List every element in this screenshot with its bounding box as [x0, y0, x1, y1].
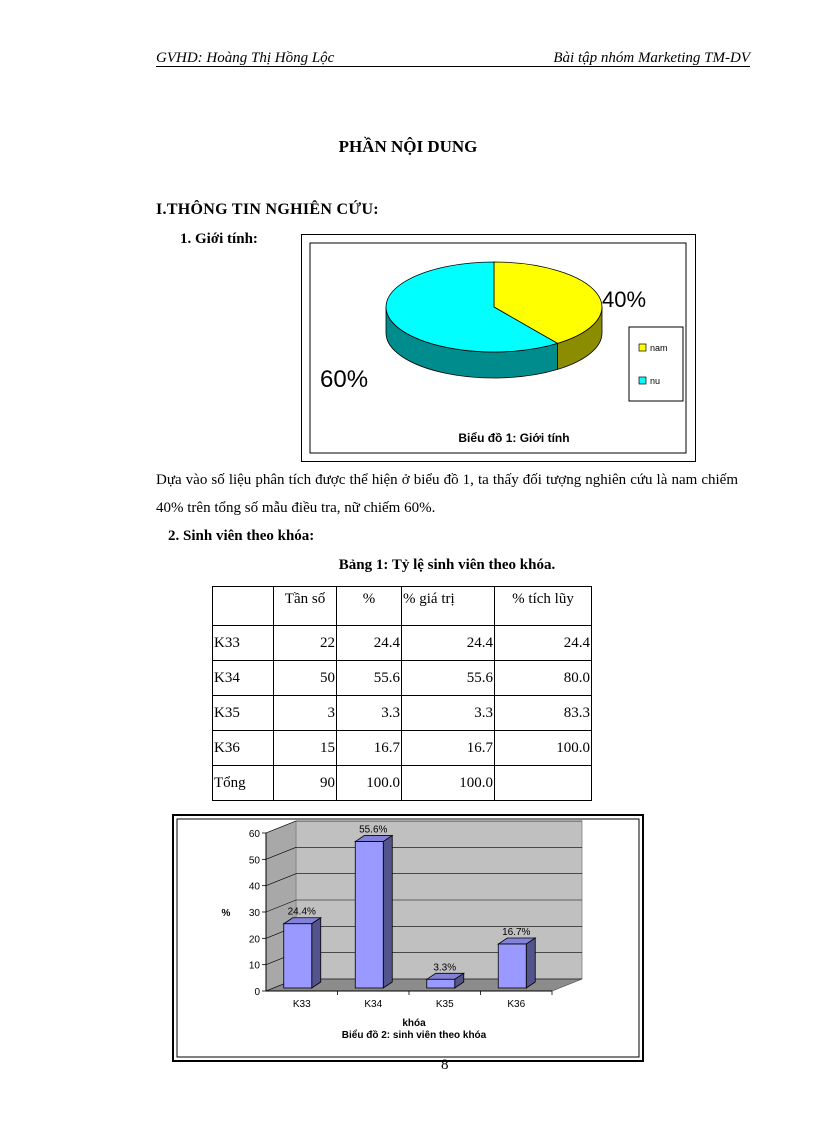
table-header-cell: % giá trị	[402, 587, 495, 626]
table-cell: K33	[213, 626, 274, 661]
pie-chart	[302, 235, 695, 461]
bar-K35	[427, 979, 455, 988]
table-cell: 16.7	[402, 731, 495, 766]
table-cell: 50	[274, 661, 337, 696]
bar-category-label: K35	[435, 999, 454, 1010]
course-table	[212, 586, 592, 801]
table-cell: Tổng	[213, 766, 274, 801]
table-cell: 24.4	[495, 626, 592, 661]
analysis-paragraph: Dựa vào số liệu phân tích được thể hiện ở biểu đồ 1, ta thấy đối tượng nghiên cứu là nam chiếm 40% trên tổng số mẫu điều tra, nữ chiếm 60%.	[156, 472, 738, 516]
page-number: 8	[441, 1057, 449, 1073]
bar-side-K34	[383, 836, 392, 988]
table-cell	[495, 766, 592, 801]
table-cell: 24.4	[402, 626, 495, 661]
bar-y-tick-label: 60	[248, 829, 260, 840]
pie-label-nu: 60%	[320, 366, 369, 393]
table-cell: 100.0	[495, 731, 592, 766]
bar-K33	[284, 924, 312, 988]
bar-x-axis-label: khóa	[402, 1018, 426, 1029]
bar-side-K33	[312, 918, 321, 988]
bar-K34	[355, 842, 383, 988]
table-header-cell: Tần số	[274, 587, 337, 626]
table-caption: Bảng 1: Tỷ lệ sinh viên theo khóa.	[338, 557, 556, 573]
bar-chart	[174, 816, 642, 1060]
bar-y-tick-label: 50	[248, 855, 260, 867]
table-cell: 80.0	[495, 661, 592, 696]
table-cell: 55.6	[337, 661, 402, 696]
table-header-cell	[213, 587, 274, 626]
table-cell: 3.3	[402, 696, 495, 731]
bar-category-label: K34	[364, 999, 383, 1010]
table-row	[213, 696, 592, 731]
bar-y-tick-label: 30	[248, 908, 260, 919]
table-cell: 55.6	[402, 661, 495, 696]
table-cell: 90	[274, 766, 337, 801]
pie-legend	[629, 327, 683, 401]
table-cell: K34	[213, 661, 274, 696]
table-cell: 3	[274, 696, 337, 731]
bar-data-label: 24.4%	[287, 906, 316, 918]
table-cell: 100.0	[337, 766, 402, 801]
header-left: GVHD: Hoàng Thị Hồng Lộc	[156, 50, 335, 66]
section-heading: I.THÔNG TIN NGHIÊN CỨU:	[156, 201, 379, 218]
table-cell: 100.0	[402, 766, 495, 801]
bar-data-label: 16.7%	[502, 927, 531, 939]
table-row	[213, 661, 592, 696]
legend-swatch-nu	[639, 377, 646, 384]
bar-data-label: 55.6%	[359, 824, 388, 836]
subsection-gender: 1. Giới tính:	[180, 231, 258, 247]
table-cell: 3.3	[337, 696, 402, 731]
legend-label-nam: nam	[650, 343, 668, 353]
bar-chart-frame	[172, 814, 644, 1062]
legend-swatch-nam	[639, 344, 646, 351]
bar-y-tick-label: 40	[248, 881, 260, 893]
table-cell: K35	[213, 696, 274, 731]
table-cell: 16.7	[337, 731, 402, 766]
table-row	[213, 731, 592, 766]
bar-data-label: 3.3%	[433, 962, 457, 974]
pie-chart-title: Biểu đồ 1: Giới tính	[458, 431, 570, 445]
bar-category-label: K36	[507, 999, 526, 1010]
pie-label-nam: 40%	[602, 287, 647, 312]
table-cell: 22	[274, 626, 337, 661]
page-title: PHẦN NỘI DUNG	[338, 137, 478, 156]
bar-y-tick-label: 20	[248, 934, 260, 946]
header-rule	[156, 66, 750, 67]
bar-y-tick-label: 0	[254, 987, 260, 998]
table-header-cell: %	[337, 587, 402, 626]
bar-y-axis-label: %	[221, 908, 231, 919]
table-cell: 15	[274, 731, 337, 766]
subsection-course: 2. Sinh viên theo khóa:	[168, 528, 315, 544]
table-cell: 83.3	[495, 696, 592, 731]
table-row	[213, 626, 592, 661]
header-right: Bài tập nhóm Marketing TM-DV	[553, 50, 750, 66]
pie-chart-frame	[301, 234, 696, 462]
bar-side-K36	[526, 938, 535, 988]
table-cell: 24.4	[337, 626, 402, 661]
bar-chart-title: Biểu đồ 2: sinh viên theo khóa	[341, 1030, 487, 1041]
table-row	[213, 766, 592, 801]
table-cell: K36	[213, 731, 274, 766]
legend-label-nu: nu	[650, 376, 661, 386]
bar-category-label: K33	[292, 999, 311, 1010]
table-header-cell: % tích lũy	[495, 587, 592, 626]
bar-y-tick-label: 10	[248, 960, 260, 972]
bar-K36	[498, 944, 526, 988]
table-header-row	[213, 587, 592, 626]
